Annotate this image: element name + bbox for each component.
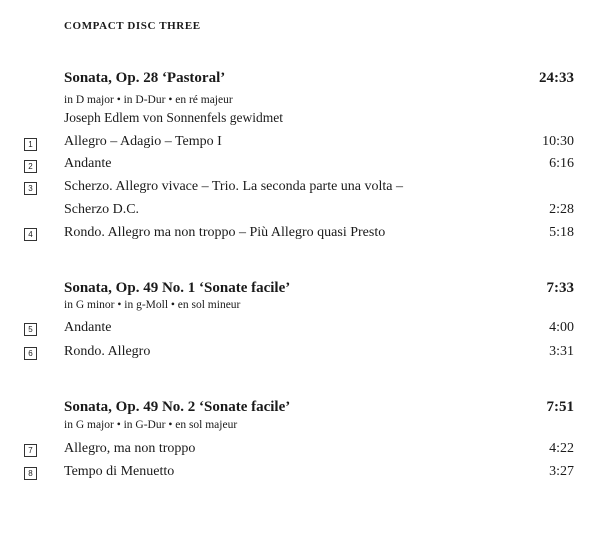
track-duration: 3:31 bbox=[549, 344, 574, 359]
track-number: 5 bbox=[24, 323, 37, 336]
track-number: 6 bbox=[24, 347, 37, 360]
track-title: Andante bbox=[64, 320, 112, 335]
work-total-duration: 7:51 bbox=[546, 399, 574, 415]
disc-title: COMPACT DISC THREE bbox=[64, 20, 201, 32]
work-title: Sonata, Op. 28 ‘Pastoral’ bbox=[64, 70, 226, 86]
track-duration: 6:16 bbox=[549, 156, 574, 171]
track-duration: 2:28 bbox=[549, 202, 574, 217]
work-total-duration: 24:33 bbox=[539, 70, 574, 86]
track-title-continuation: Scherzo D.C. bbox=[64, 202, 140, 217]
work-dedication: Joseph Edlem von Sonnenfels gewidmet bbox=[64, 110, 283, 125]
track-number: 8 bbox=[24, 467, 37, 480]
work-title: Sonata, Op. 49 No. 2 ‘Sonate facile’ bbox=[64, 399, 291, 415]
track-title: Scherzo. Allegro vivace – Trio. La seconda parte una volta – bbox=[64, 179, 404, 194]
track-number: 2 bbox=[24, 160, 37, 173]
work-total-duration: 7:33 bbox=[546, 280, 574, 296]
track-duration: 3:27 bbox=[549, 464, 574, 479]
track-title: Rondo. Allegro bbox=[64, 344, 151, 359]
track-duration: 5:18 bbox=[549, 225, 574, 240]
track-number: 4 bbox=[24, 228, 37, 241]
track-number: 7 bbox=[24, 444, 37, 457]
track-number: 1 bbox=[24, 138, 37, 151]
track-duration: 4:00 bbox=[549, 320, 574, 335]
track-title: Allegro, ma non troppo bbox=[64, 441, 196, 456]
track-title: Tempo di Menuetto bbox=[64, 464, 175, 479]
track-title: Andante bbox=[64, 156, 112, 171]
work-title: Sonata, Op. 49 No. 1 ‘Sonate facile’ bbox=[64, 280, 291, 296]
track-title: Allegro – Adagio – Tempo I bbox=[64, 134, 222, 149]
track-number: 3 bbox=[24, 182, 37, 195]
work-keys: in G major • in G-Dur • en sol majeur bbox=[64, 419, 238, 431]
work-keys: in G minor • in g-Moll • en sol mineur bbox=[64, 299, 241, 311]
work-keys: in D major • in D-Dur • en ré majeur bbox=[64, 94, 233, 106]
track-title: Rondo. Allegro ma non troppo – Più Allegro quasi Presto bbox=[64, 225, 386, 240]
track-duration: 4:22 bbox=[549, 441, 574, 456]
track-duration: 10:30 bbox=[542, 134, 574, 149]
